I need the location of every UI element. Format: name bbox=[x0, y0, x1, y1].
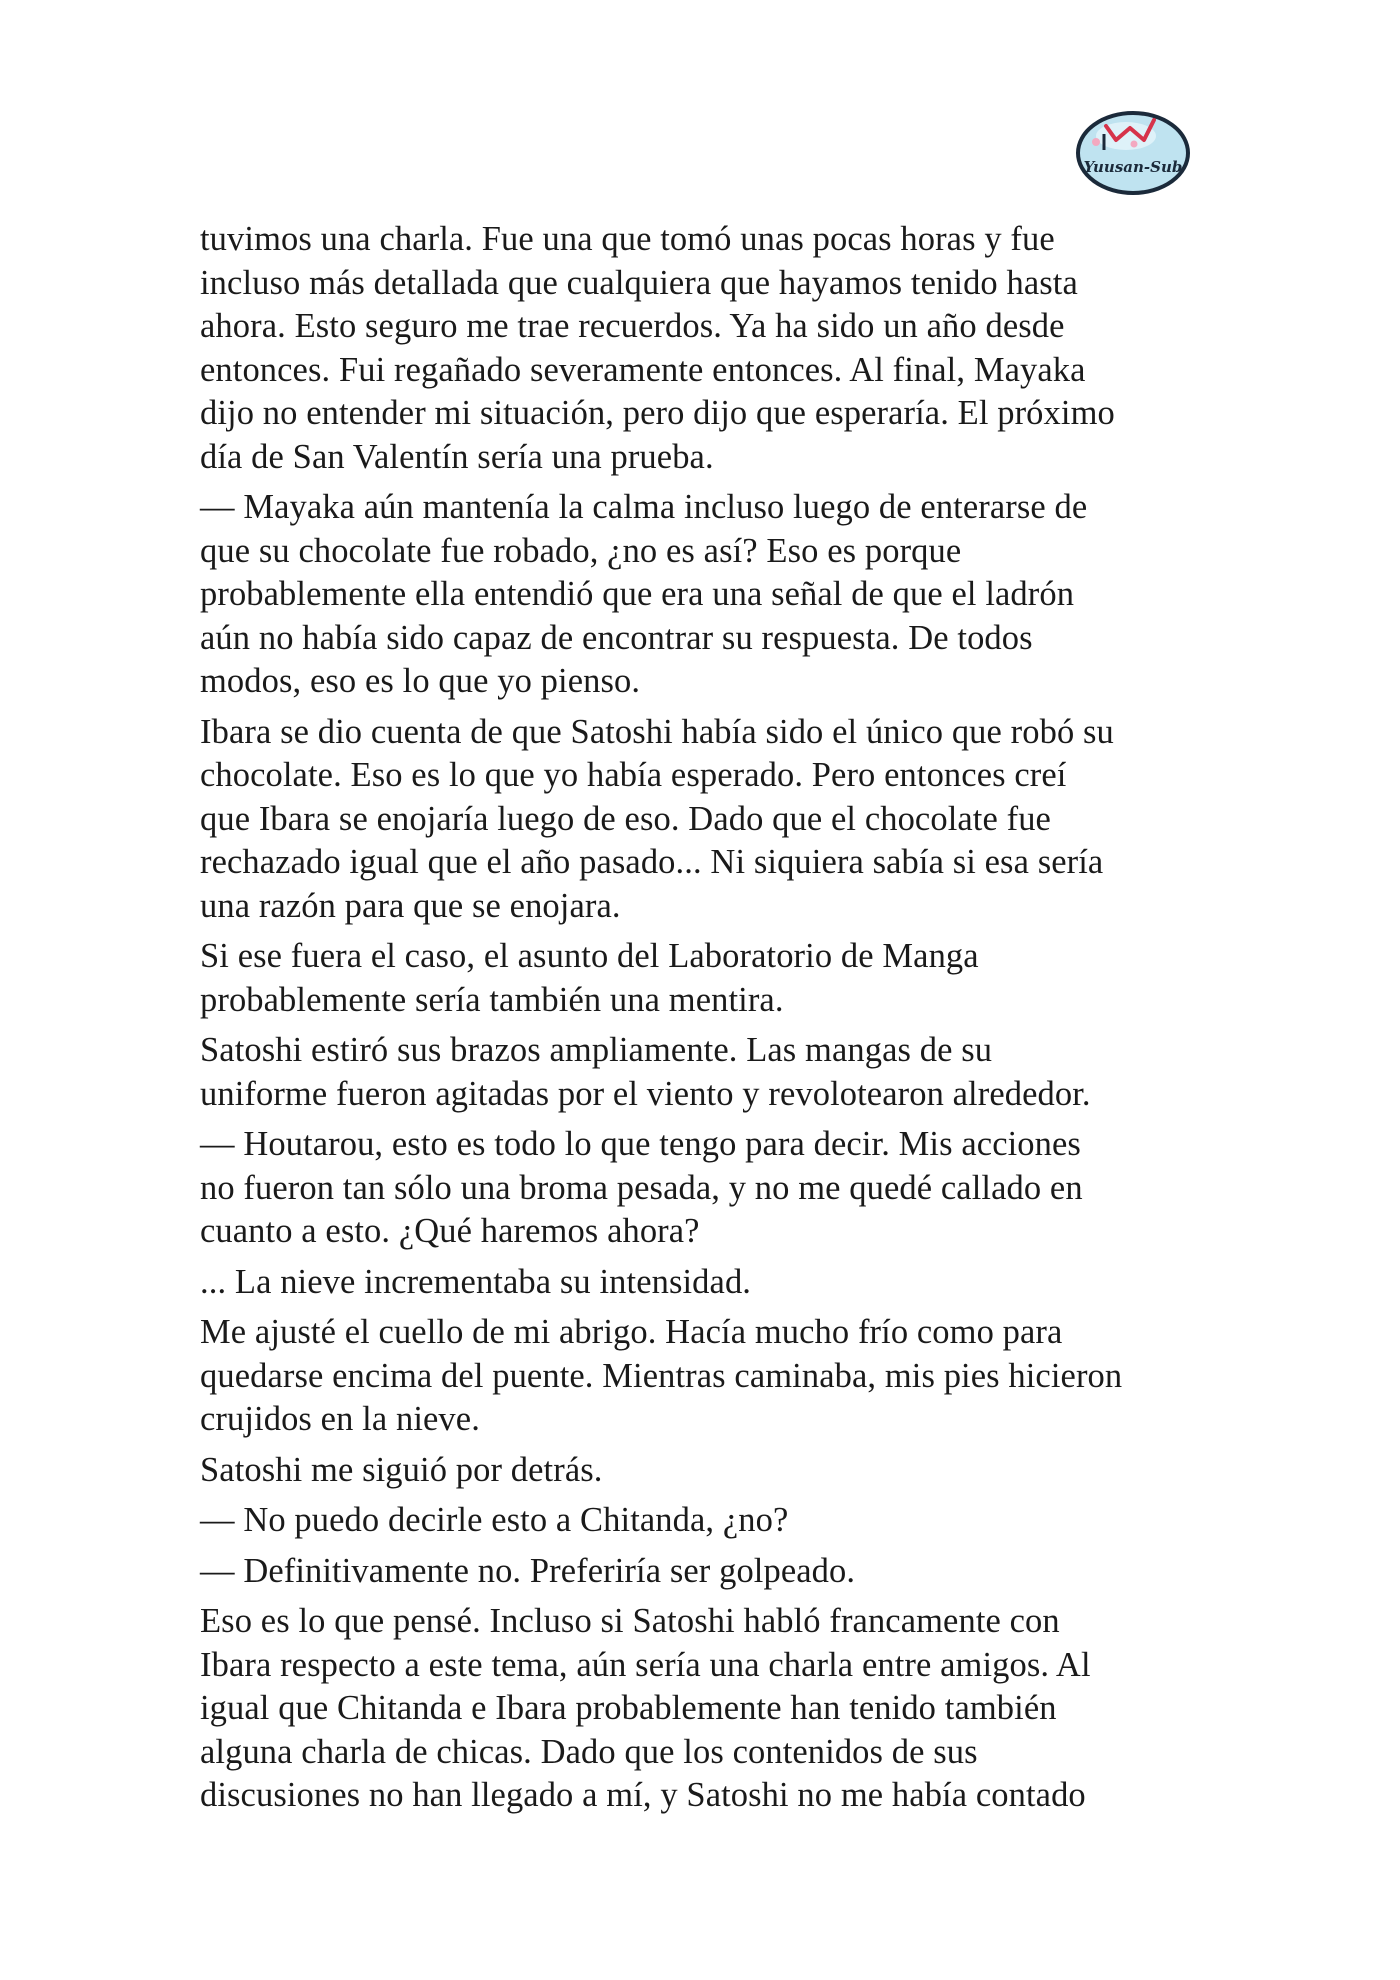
paragraph bbox=[200, 486, 1220, 704]
text-line: dijo no entender mi situación, pero dijo que esperaría. El próximo bbox=[200, 394, 1115, 432]
text-line: — Definitivamente no. Preferiría ser golpeado. bbox=[200, 1551, 856, 1590]
text-line: chocolate. Eso es lo que yo había esperado. Pero entonces creí bbox=[200, 756, 1067, 794]
text-line: Satoshi estiró sus brazos ampliamente. Las mangas de su bbox=[200, 1031, 993, 1069]
paragraph bbox=[200, 1029, 1220, 1116]
text-line: Si ese fuera el caso, el asunto del Laboratorio de Manga bbox=[200, 937, 979, 975]
text-line: Satoshi me siguió por detrás. bbox=[200, 1450, 603, 1489]
text-line: igual que Chitanda e Ibara probablemente han tenido también bbox=[200, 1689, 1057, 1727]
text-line: rechazado igual que el año pasado... Ni siquiera sabía si esa sería bbox=[200, 843, 1104, 881]
text-line: crujidos en la nieve. bbox=[200, 1400, 480, 1438]
text-line: cuanto a esto. ¿Qué haremos ahora? bbox=[200, 1212, 700, 1250]
text-line: no fueron tan sólo una broma pesada, y no me quedé callado en bbox=[200, 1168, 1083, 1207]
paragraph bbox=[200, 1449, 1220, 1493]
paragraph bbox=[200, 1550, 1220, 1594]
paragraph bbox=[200, 1261, 1220, 1305]
text-line: que su chocolate fue robado, ¿no es así? Eso es porque bbox=[200, 531, 962, 570]
paragraph bbox=[200, 1123, 1220, 1254]
logo-text: Yuusan-Sub bbox=[1083, 158, 1183, 176]
text-line: Eso es lo que pensé. Incluso si Satoshi habló francamente con bbox=[200, 1602, 1060, 1640]
logo-badge-icon bbox=[1074, 106, 1192, 196]
text-line: probablemente sería también una mentira. bbox=[200, 980, 784, 1019]
text-line: día de San Valentín sería una prueba. bbox=[200, 437, 714, 476]
text-line: quedarse encima del puente. Mientras caminaba, mis pies hicieron bbox=[200, 1356, 1123, 1395]
text-line: Ibara se dio cuenta de que Satoshi había sido el único que robó su bbox=[200, 712, 1114, 751]
paragraph bbox=[200, 1600, 1220, 1818]
text-line: uniforme fueron agitadas por el viento y revolotearon alrededor. bbox=[200, 1074, 1091, 1113]
text-line: probablemente ella entendió que era una señal de que el ladrón bbox=[200, 575, 1075, 613]
text-line: — Mayaka aún mantenía la calma incluso luego de enterarse de bbox=[200, 488, 1088, 526]
text-line: entonces. Fui regañado severamente entonces. Al final, Mayaka bbox=[200, 350, 1086, 389]
novel-text-body bbox=[200, 218, 1220, 1825]
text-line: incluso más detallada que cualquiera que hayamos tenido hasta bbox=[200, 263, 1078, 302]
text-line: alguna charla de chicas. Dado que los contenidos de sus bbox=[200, 1732, 978, 1771]
text-line: ... La nieve incrementaba su intensidad. bbox=[200, 1262, 752, 1301]
text-line: — Houtarou, esto es todo lo que tengo para decir. Mis acciones bbox=[200, 1125, 1081, 1163]
paragraph bbox=[200, 935, 1220, 1022]
text-line: Me ajusté el cuello de mi abrigo. Hacía mucho frío como para bbox=[200, 1313, 1063, 1351]
text-line: que Ibara se enojaría luego de eso. Dado que el chocolate fue bbox=[200, 799, 1051, 838]
text-line: una razón para que se enojara. bbox=[200, 886, 621, 925]
text-line: discusiones no han llegado a mí, y Satoshi no me había contado bbox=[200, 1776, 1086, 1814]
paragraph bbox=[200, 218, 1220, 479]
text-line: ahora. Esto seguro me trae recuerdos. Ya ha sido un año desde bbox=[200, 307, 1065, 345]
paragraph bbox=[200, 711, 1220, 929]
text-line: modos, eso es lo que yo pienso. bbox=[200, 662, 641, 700]
text-line: Ibara respecto a este tema, aún sería una charla entre amigos. Al bbox=[200, 1645, 1091, 1684]
text-line: aún no había sido capaz de encontrar su respuesta. De todos bbox=[200, 618, 1033, 657]
text-line: — No puedo decirle esto a Chitanda, ¿no? bbox=[200, 1501, 789, 1539]
text-line: tuvimos una charla. Fue una que tomó unas pocas horas y fue bbox=[200, 220, 1055, 258]
paragraph bbox=[200, 1499, 1220, 1543]
paragraph bbox=[200, 1311, 1220, 1442]
yuusan-sub-logo bbox=[1074, 106, 1192, 196]
